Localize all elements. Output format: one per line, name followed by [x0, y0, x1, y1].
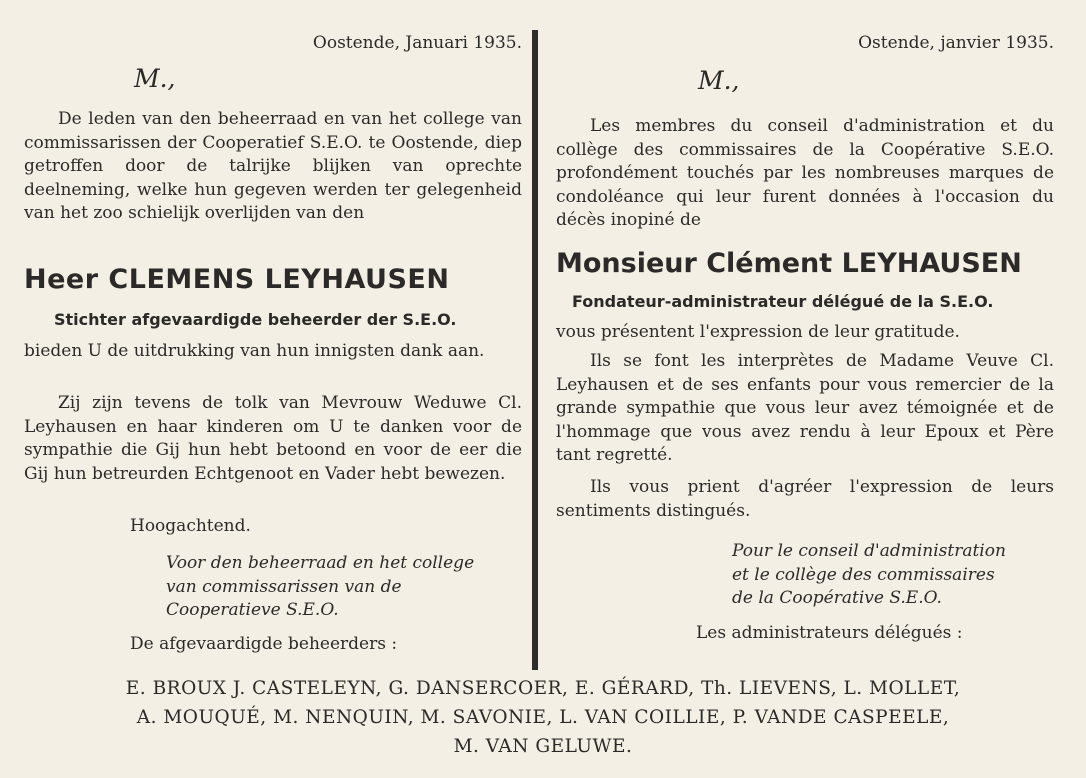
- french-family-text: Ils se font les interprètes de Madame Veuve Cl. Leyhausen et de ses enfants pour vous remercier de la grande sympathie que vous leur avez témoignée et de l'hommage que vous avez rendu à leur Epoux et Père tant regretté.: [556, 351, 1054, 465]
- dutch-signature-line: van commissarissen van de: [166, 576, 402, 597]
- french-date: Ostende, janvier 1935.: [858, 33, 1054, 53]
- french-thanks-text: vous présentent l'expression de leur gratitude.: [556, 322, 960, 342]
- french-signature-line: de la Coopérative S.E.O.: [732, 588, 942, 608]
- french-family-paragraph: [556, 350, 1054, 468]
- dutch-family-paragraph: [24, 392, 522, 486]
- dutch-signatories-label: De afgevaardigde beheerders :: [130, 634, 398, 654]
- names-line: M. VAN GELUWE.: [453, 736, 633, 757]
- column-divider: [532, 30, 538, 670]
- french-intro-paragraph: [556, 115, 1054, 233]
- dutch-deceased-name: Heer CLEMENS LEYHAUSEN: [24, 264, 450, 295]
- dutch-closing: Hoogachtend.: [130, 516, 251, 536]
- dutch-family-text: Zij zijn tevens de tolk van Mevrouw Weduwe Cl. Leyhausen en haar kinderen om U te danken voor de sympathie die Gij hun hebt betoond en voor de eer die Gij hun betreurden Echtgenoot en Vader hebt bewezen.: [24, 393, 522, 484]
- french-intro-text: Les membres du conseil d'administration et du collège des commissaires de la Coopérative S.E.O. profondément touchés par les nombreuses marques de condoléance qui leur furent données à l'occasion du décès inopiné de: [556, 116, 1054, 230]
- french-deceased-title: Fondateur-administrateur délégué de la S.E.O.: [572, 292, 994, 311]
- dutch-signature-line: Cooperatieve S.E.O.: [166, 600, 339, 620]
- french-closing-text: Ils vous prient d'agréer l'expression de leurs sentiments distingués.: [556, 477, 1054, 521]
- french-signature-line: et le collège des commissaires: [732, 564, 995, 585]
- french-signatories-label: Les administrateurs délégués :: [696, 623, 963, 643]
- french-salutation: M.,: [698, 66, 740, 95]
- dutch-thanks-paragraph: [24, 340, 522, 364]
- french-closing-paragraph: [556, 476, 1054, 523]
- dutch-date: Oostende, Januari 1935.: [312, 33, 522, 53]
- dutch-thanks-text: bieden U de uitdrukking van hun innigsten dank aan.: [24, 341, 485, 361]
- french-signature-block: [732, 540, 1006, 611]
- names-line: E. BROUX J. CASTELEYN, G. DANSERCOER, E. GÉRARD, Th. LIEVENS, L. MOLLET,: [125, 678, 961, 699]
- names-line: A. MOUQUÉ, M. NENQUIN, M. SAVONIE, L. VAN COILLIE, P. VANDE CASPEELE,: [136, 707, 950, 728]
- dutch-signature-block: [166, 552, 474, 623]
- french-signature-line: Pour le conseil d'administration: [732, 541, 1006, 561]
- dutch-intro-text: De leden van den beheerraad en van het college van commissarissen der Cooperatief S.E.O. te Oostende, diep getroffen door de talrijke blijken van oprechte deelneming, welke hun gegeven werden ter gelegenheid van het zoo schielijk overlijden van den: [24, 109, 522, 223]
- french-thanks-paragraph: [556, 321, 1054, 345]
- dutch-intro-paragraph: [24, 108, 522, 226]
- french-deceased-name: Monsieur Clément LEYHAUSEN: [556, 248, 1022, 279]
- dutch-deceased-title: Stichter afgevaardigde beheerder der S.E.O.: [54, 310, 457, 329]
- dutch-salutation: M.,: [134, 64, 176, 93]
- signatory-names: [20, 674, 1066, 761]
- dutch-signature-line: Voor den beheerraad en het college: [166, 553, 475, 573]
